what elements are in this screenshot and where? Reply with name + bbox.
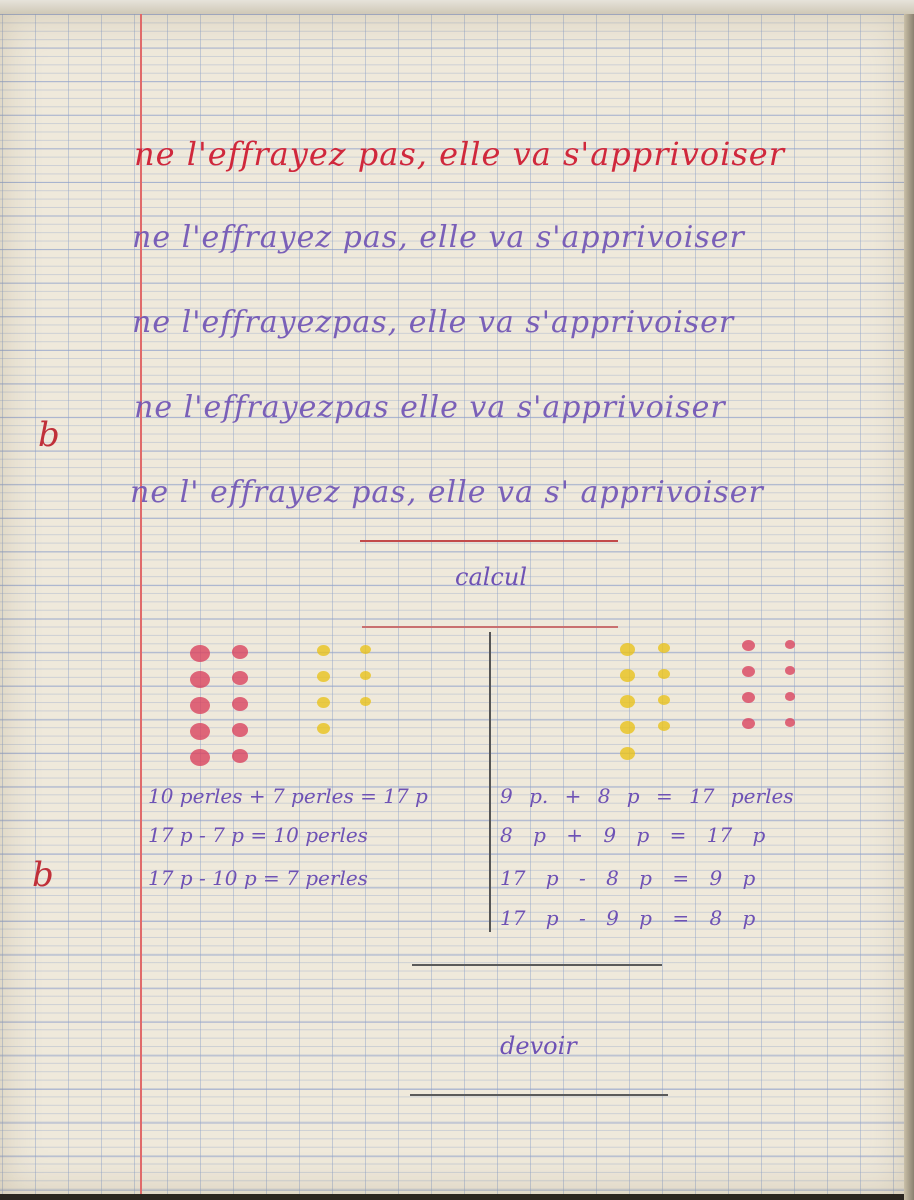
bead (360, 645, 371, 654)
bead (620, 643, 635, 656)
handwriting-line: ne l'effrayezpas elle va s'apprivoiser (134, 390, 726, 425)
margin-grade-mark: b (32, 855, 54, 895)
notebook-page (0, 14, 906, 1194)
bead (742, 718, 755, 729)
margin-grade-mark: b (38, 415, 60, 455)
bead (620, 747, 635, 760)
bead (232, 645, 248, 659)
bead (620, 721, 635, 734)
bead (190, 645, 210, 662)
handwriting-line: ne l'effrayez pas, elle va s'apprivoiser (132, 220, 745, 255)
bead (190, 723, 210, 740)
bead (317, 645, 330, 656)
handwriting-line-model: ne l'effrayez pas, elle va s'apprivoiser (134, 135, 785, 173)
equation-left: 10 perles + 7 perles = 17 p (148, 784, 428, 808)
calcul-heading: calcul (455, 563, 527, 591)
bead (190, 671, 210, 688)
bead (232, 671, 248, 685)
bead (360, 671, 371, 680)
margin-line (140, 14, 142, 1194)
bead (785, 718, 795, 727)
bead (190, 749, 210, 766)
bead (785, 692, 795, 701)
devoir-rule-top (412, 964, 662, 966)
bead (620, 669, 635, 682)
bead (742, 666, 755, 677)
bead (317, 697, 330, 708)
equation-left: 17 p - 7 p = 10 perles (148, 823, 368, 847)
heading-rule-bottom (362, 626, 618, 628)
bead (232, 723, 248, 737)
bead (785, 666, 795, 675)
handwriting-line: ne l' effrayez pas, elle va s' apprivoiser (130, 475, 764, 510)
handwriting-line: ne l'effrayezpas, elle va s'apprivoiser (132, 305, 735, 340)
bead (232, 697, 248, 711)
bead (742, 640, 755, 651)
notebook-top-edge (0, 0, 914, 14)
heading-rule-top (360, 540, 618, 542)
bead (742, 692, 755, 703)
equation-right: 17 p - 9 p = 8 p (500, 906, 756, 930)
bead (232, 749, 248, 763)
equation-right: 9 p. + 8 p = 17 perles (500, 784, 794, 808)
bead (317, 671, 330, 682)
bead (317, 723, 330, 734)
equation-right: 8 p + 9 p = 17 p (500, 823, 766, 847)
devoir-rule-bottom (410, 1094, 668, 1096)
bead (785, 640, 795, 649)
bead (190, 697, 210, 714)
bead (620, 695, 635, 708)
calc-column-divider (489, 632, 491, 932)
bead (360, 697, 371, 706)
notebook-binding-edge (904, 14, 914, 1200)
devoir-heading: devoir (500, 1032, 577, 1060)
equation-left: 17 p - 10 p = 7 perles (148, 866, 368, 890)
equation-right: 17 p - 8 p = 9 p (500, 866, 756, 890)
